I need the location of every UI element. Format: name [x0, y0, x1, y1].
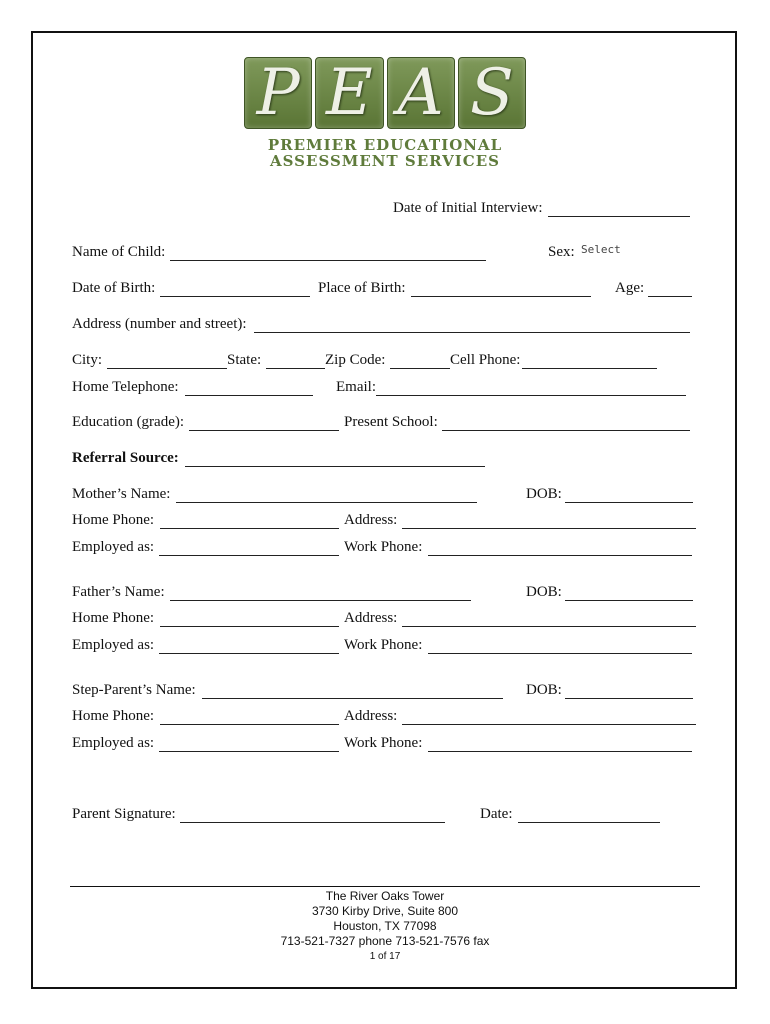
- father-home-phone-label: Home Phone:: [72, 610, 155, 626]
- mother-address-label: Address:: [344, 512, 398, 528]
- child-name-label: Name of Child:: [72, 244, 166, 260]
- footer-line-1: The River Oaks Tower: [325, 889, 445, 903]
- age-field[interactable]: [648, 280, 692, 297]
- interview-label: Date of Initial Interview:: [393, 200, 543, 216]
- parent-signature-label: Parent Signature:: [72, 806, 176, 822]
- page-frame: [31, 31, 737, 989]
- logo-letter-a: A: [387, 57, 455, 129]
- mother-home-phone-label: Home Phone:: [72, 512, 155, 528]
- mother-name-label: Mother’s Name:: [72, 486, 171, 502]
- city-field[interactable]: [107, 352, 227, 369]
- school-field[interactable]: [442, 414, 690, 431]
- state-label: State:: [227, 352, 262, 368]
- father-dob-field[interactable]: [565, 584, 693, 601]
- step-parent-name-label: Step-Parent’s Name:: [72, 682, 196, 698]
- footer-line-3: Houston, TX 77098: [333, 919, 437, 933]
- sex-label: Sex:: [548, 244, 575, 260]
- cell-field[interactable]: [522, 352, 657, 369]
- father-name-field[interactable]: [170, 584, 471, 601]
- step-parent-name-field[interactable]: [202, 682, 503, 699]
- signature-date-field[interactable]: [518, 806, 660, 823]
- step-parent-work-phone-label: Work Phone:: [344, 735, 423, 751]
- step-parent-home-phone-label: Home Phone:: [72, 708, 155, 724]
- step-parent-address-label: Address:: [344, 708, 398, 724]
- address-field[interactable]: [254, 316, 690, 333]
- father-address-label: Address:: [344, 610, 398, 626]
- state-field[interactable]: [266, 352, 325, 369]
- logo-letter-e: E: [315, 57, 383, 129]
- logo-letter-p: P: [244, 57, 312, 129]
- child-name-field[interactable]: [170, 244, 486, 261]
- mother-name-field[interactable]: [176, 486, 477, 503]
- father-home-phone-field[interactable]: [160, 610, 339, 627]
- mother-work-phone-label: Work Phone:: [344, 539, 423, 555]
- step-parent-employed-label: Employed as:: [72, 735, 155, 751]
- mother-employed-label: Employed as:: [72, 539, 155, 555]
- step-parent-dob-field[interactable]: [565, 682, 693, 699]
- mother-dob-field[interactable]: [565, 486, 693, 503]
- father-name-label: Father’s Name:: [72, 584, 165, 600]
- footer-line-2: 3730 Kirby Drive, Suite 800: [311, 904, 459, 918]
- page-number: 1 of 17: [369, 951, 401, 962]
- org-name-line2: ASSESSMENT SERVICES: [270, 152, 500, 170]
- father-employed-label: Employed as:: [72, 637, 155, 653]
- home-telephone-label: Home Telephone:: [72, 379, 179, 395]
- parent-signature-field[interactable]: [180, 806, 445, 823]
- sex-select[interactable]: Select: [581, 243, 621, 256]
- step-parent-employed-field[interactable]: [159, 735, 339, 752]
- age-label: Age:: [615, 280, 645, 296]
- school-label: Present School:: [344, 414, 438, 430]
- logo-letter-s: S: [458, 57, 526, 129]
- peas-logo: [244, 57, 526, 129]
- mother-work-phone-field[interactable]: [428, 539, 692, 556]
- signature-date-label: Date:: [480, 806, 513, 822]
- referral-label: Referral Source:: [72, 450, 179, 466]
- dob-label: Date of Birth:: [72, 280, 156, 296]
- father-employed-field[interactable]: [159, 637, 339, 654]
- pob-label: Place of Birth:: [318, 280, 406, 296]
- org-name-line1: PREMIER EDUCATIONAL: [267, 136, 503, 154]
- cell-label: Cell Phone:: [450, 352, 521, 368]
- mother-home-phone-field[interactable]: [160, 512, 339, 529]
- zip-field[interactable]: [390, 352, 450, 369]
- step-parent-home-phone-field[interactable]: [160, 708, 339, 725]
- footer-line-4: 713-521-7327 phone 713-521-7576 fax: [280, 934, 490, 948]
- home-telephone-field[interactable]: [185, 379, 313, 396]
- father-address-field[interactable]: [402, 610, 696, 627]
- father-dob-label: DOB:: [526, 584, 562, 600]
- education-label: Education (grade):: [72, 414, 185, 430]
- footer: [220, 889, 550, 964]
- step-parent-dob-label: DOB:: [526, 682, 562, 698]
- address-label: Address (number and street):: [72, 316, 247, 332]
- interview-date-field[interactable]: [548, 200, 690, 217]
- city-label: City:: [72, 352, 103, 368]
- email-field[interactable]: [376, 379, 686, 396]
- referral-field[interactable]: [185, 450, 485, 467]
- dob-field[interactable]: [160, 280, 310, 297]
- step-parent-work-phone-field[interactable]: [428, 735, 692, 752]
- mother-address-field[interactable]: [402, 512, 696, 529]
- zip-label: Zip Code:: [325, 352, 386, 368]
- step-parent-address-field[interactable]: [402, 708, 696, 725]
- father-work-phone-field[interactable]: [428, 637, 692, 654]
- father-work-phone-label: Work Phone:: [344, 637, 423, 653]
- email-label: Email:: [336, 379, 376, 395]
- education-field[interactable]: [189, 414, 339, 431]
- mother-employed-field[interactable]: [159, 539, 339, 556]
- mother-dob-label: DOB:: [526, 486, 562, 502]
- footer-divider: [70, 886, 700, 887]
- pob-field[interactable]: [411, 280, 591, 297]
